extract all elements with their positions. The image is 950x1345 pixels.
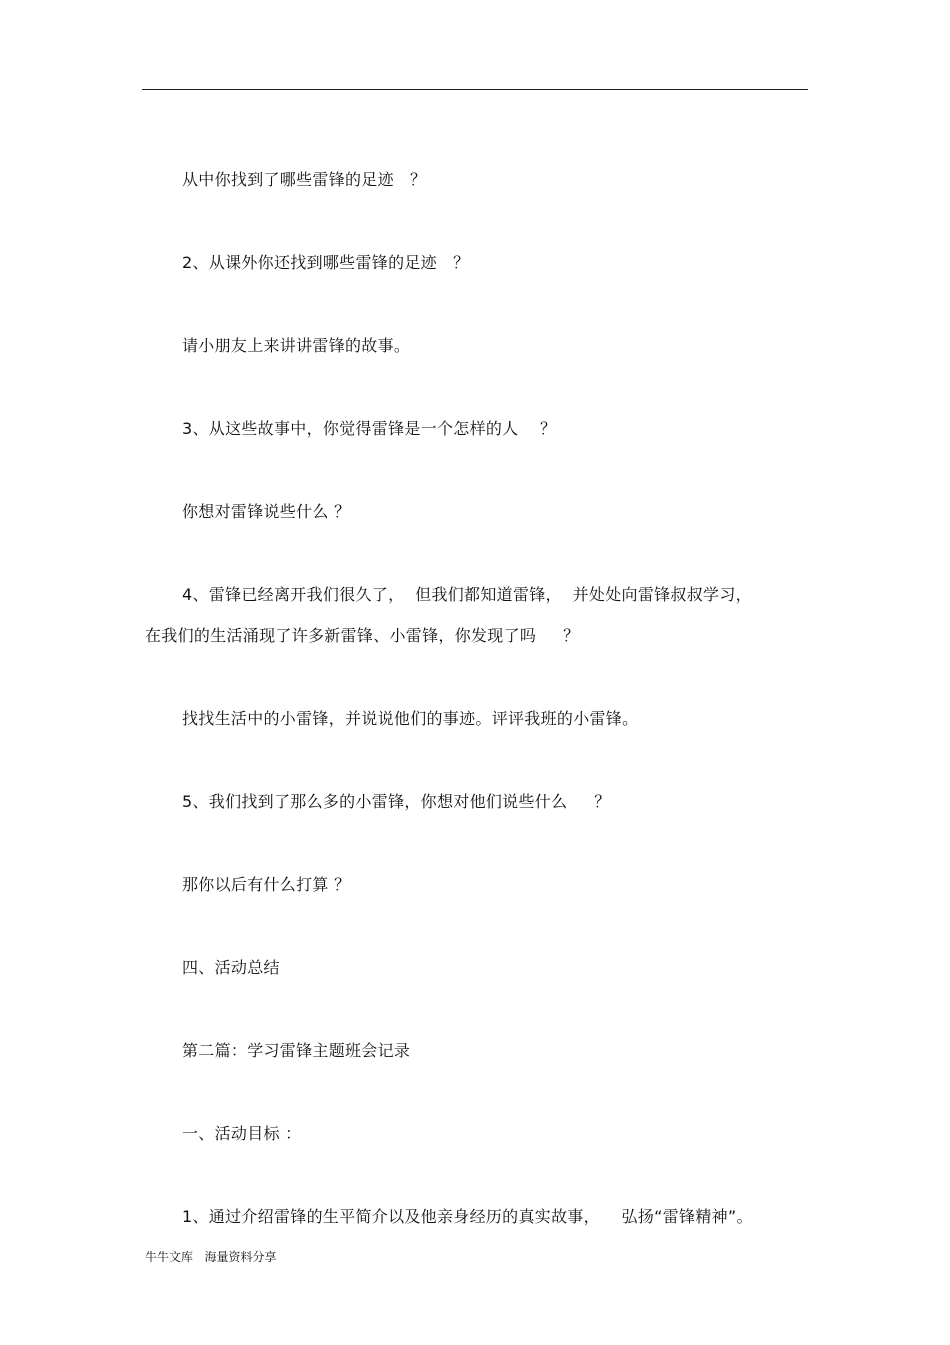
footer-label: 牛牛文库 海量资料分享: [145, 1250, 277, 1264]
header-rule: [142, 89, 808, 90]
text-line-3: 请小朋友上来讲讲雷锋的故事。: [182, 336, 411, 355]
text-line-1: 从中你找到了哪些雷锋的足迹 ？: [182, 170, 427, 189]
text-line-2: 2、从课外你还找到哪些雷锋的足迹 ？: [182, 253, 470, 272]
text-line-5: 你想对雷锋说些什么 ？: [182, 502, 351, 521]
text-line-7: 在我们的生活涌现了许多新雷锋、小雷锋，你发现了吗 ？: [145, 626, 580, 645]
section-heading-objectives: 一、活动目标 ：: [182, 1124, 302, 1143]
section-heading-part-two: 第二篇：学习雷锋主题班会记录: [182, 1041, 411, 1060]
text-line-10: 那你以后有什么打算 ？: [182, 875, 351, 894]
text-line-14: 1、通过介绍雷锋的生平简介以及他亲身经历的真实故事， 弘扬“雷锋精神”。: [182, 1207, 753, 1226]
text-line-8: 找找生活中的小雷锋，并说说他们的事迹。评评我班的小雷锋。: [182, 709, 639, 728]
text-line-4: 3、从这些故事中，你觉得雷锋是一个怎样的人 ？: [182, 419, 557, 438]
text-line-6: 4、雷锋已经离开我们很久了， 但我们都知道雷锋， 并处处向雷锋叔叔学习，: [182, 585, 752, 604]
text-line-9: 5、我们找到了那么多的小雷锋，你想对他们说些什么 ？: [182, 792, 611, 811]
section-heading-summary: 四、活动总结: [182, 958, 280, 977]
